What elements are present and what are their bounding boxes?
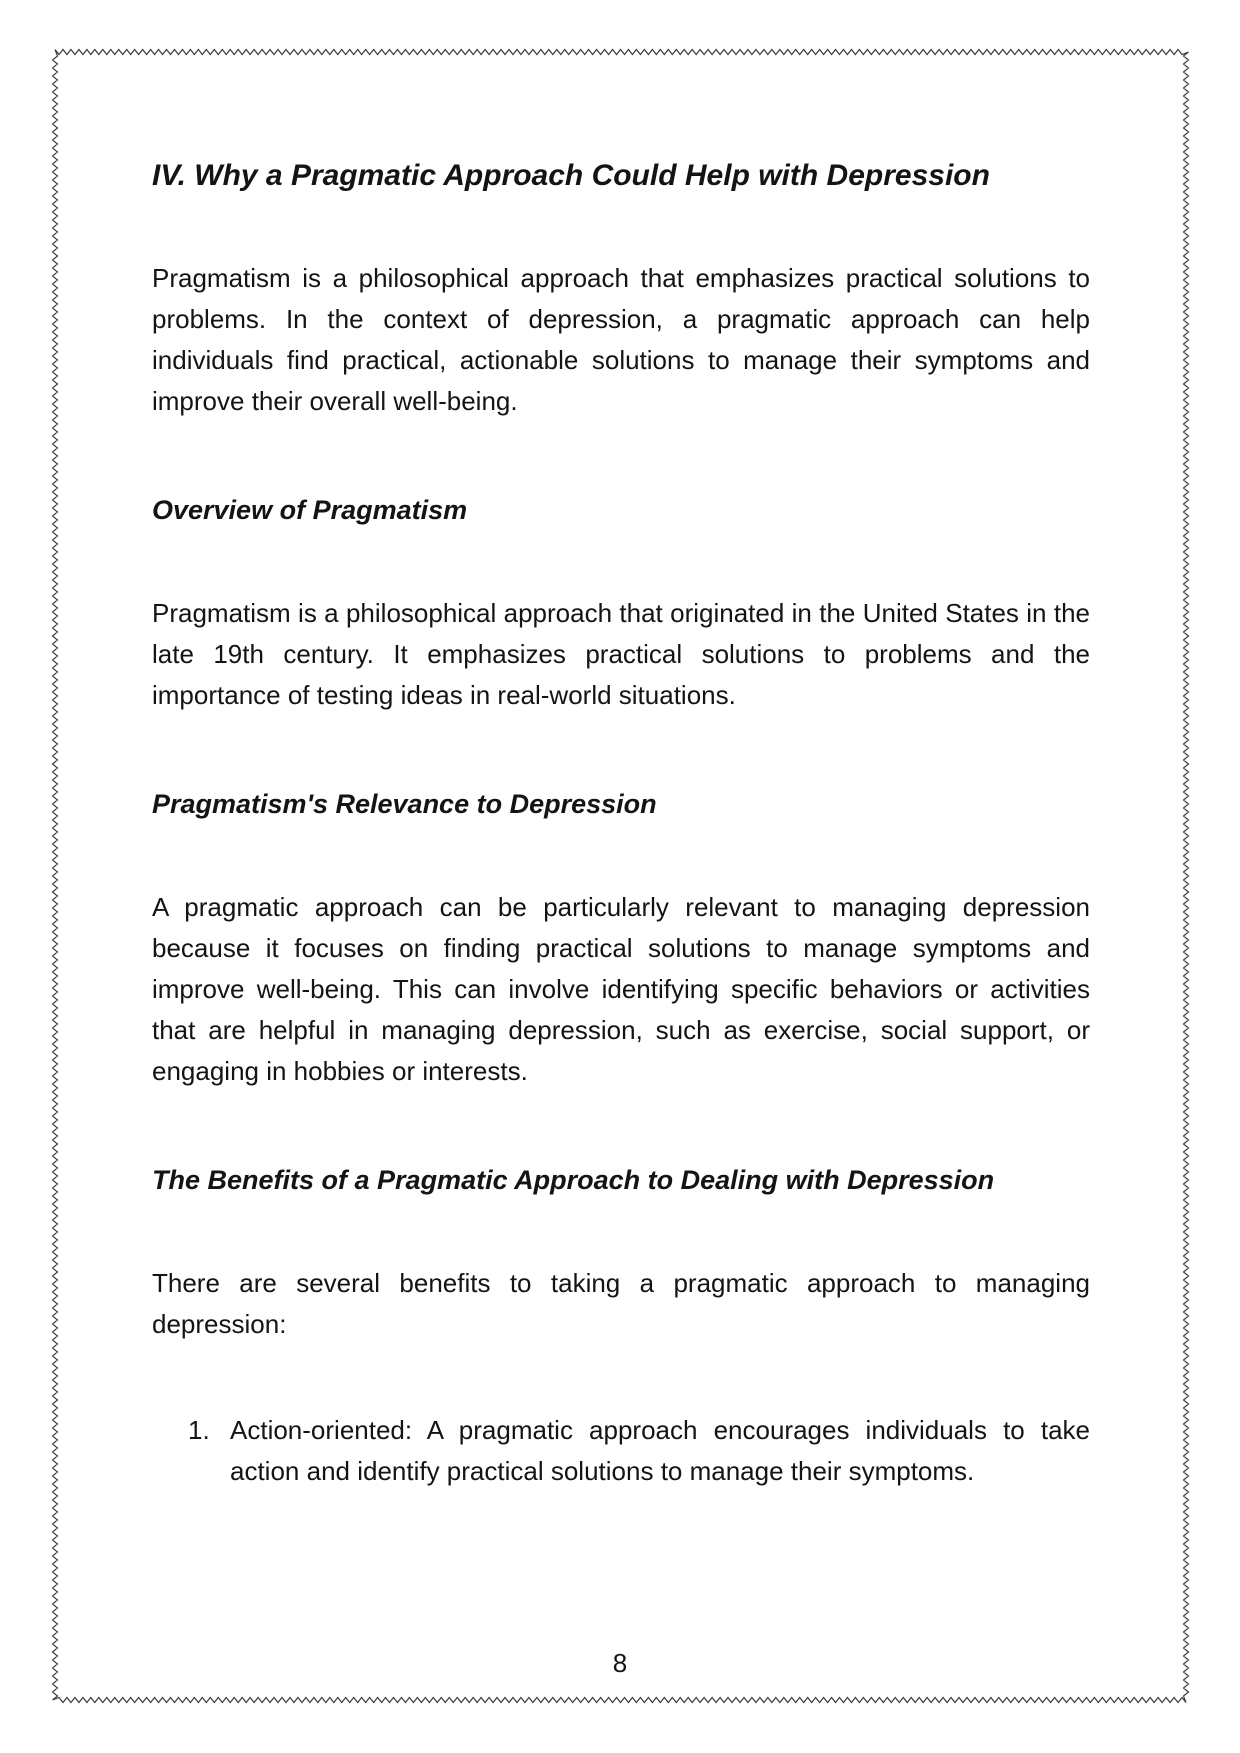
heading-benefits: The Benefits of a Pragmatic Approach to Dealing with Depression: [152, 1165, 995, 1195]
list-item-text: Action-oriented: A pragmatic approach encourages individuals to take action and identify practical solutions to manage their symptoms.: [230, 1415, 1090, 1486]
paragraph-relevance: A pragmatic approach can be particularly relevant to managing depression because it focuses on finding practical solutions to manage symptoms and improve well-being. This can involve identifying specific behaviors or activities that are helpful in managing depression, such as exercise, social support, or engaging in hobbies or interests.: [152, 892, 1090, 1086]
paragraph-intro: Pragmatism is a philosophical approach that emphasizes practical solutions to problems. In the context of depression, a pragmatic approach can help individuals find practical, actionable solutions to manage their symptoms and improve their overall well-being.: [152, 263, 1090, 416]
list-item-number: 1.: [188, 1415, 210, 1445]
chapter-title: IV. Why a Pragmatic Approach Could Help with Depression: [152, 159, 990, 192]
page-number: 8: [612, 1648, 628, 1678]
page-content: [152, 0, 1090, 1492]
paragraph-benefits-lead-in: There are several benefits to taking a pragmatic approach to managing depression:: [152, 1268, 1090, 1339]
benefits-list: [188, 1410, 1090, 1492]
paragraph-overview: Pragmatism is a philosophical approach that originated in the United States in the late 19th century. It emphasizes practical solutions to problems and the importance of testing ideas in real-world situations.: [152, 598, 1090, 710]
heading-overview-of-pragmatism: Overview of Pragmatism: [152, 495, 468, 525]
list-item: [188, 1410, 1090, 1492]
heading-relevance-to-depression: Pragmatism's Relevance to Depression: [152, 789, 657, 819]
